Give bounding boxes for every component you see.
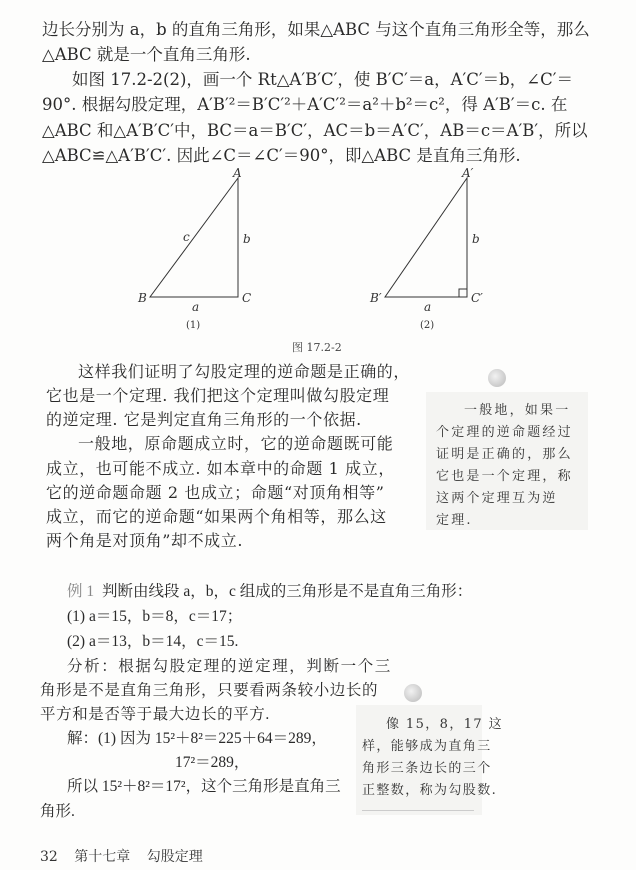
note-line: 角形三条边长的三个 bbox=[362, 761, 492, 776]
vertex-label: B bbox=[138, 291, 147, 305]
text-line: 边长分别为 a，b 的直角三角形，如果△ABC 与这个直角三角形全等，那么 bbox=[42, 20, 590, 39]
note-line: 正整数，称为勾股数. bbox=[362, 783, 498, 798]
text-line: 它的逆命题命题 2 也成立；命题“对顶角相等” bbox=[46, 483, 385, 502]
page-footer bbox=[40, 846, 203, 866]
note-line: 这两个定理互为逆 bbox=[436, 491, 558, 506]
solution-line: 角形. bbox=[40, 803, 75, 820]
triangle-1 bbox=[137, 166, 251, 331]
vertex-label: C bbox=[242, 291, 252, 305]
page-number: 32 bbox=[40, 849, 58, 865]
analysis-line: 分析：根据勾股定理的逆定理，判断一个三 bbox=[67, 658, 392, 675]
text-line: △ABC≌△A′B′C′. 因此∠C＝∠C′＝90°，即△ABC 是直角三角形. bbox=[42, 146, 521, 165]
example-case-1: (1) a＝15，b＝8，c＝17； bbox=[67, 608, 243, 625]
text-line: 如图 17.2-2(2)，画一个 Rt△A′B′C′，使 B′C′＝a，A′C′＝b，∠C′＝ bbox=[72, 70, 573, 89]
text-line: 这样我们证明了勾股定理的逆命题是正确的， bbox=[78, 362, 411, 381]
text-line: 90°. 根据勾股定理，A′B′²＝B′C′²＋A′C′²＝a²＋b²＝c²，得 A′B′＝c. 在 bbox=[42, 95, 568, 114]
analysis-line: 角形是不是直角三角形，只要看两条较小边长的 bbox=[40, 682, 379, 699]
side-label: a bbox=[192, 300, 200, 314]
text-line: 两个角是对顶角”却不成立. bbox=[46, 531, 244, 550]
side-label: b bbox=[472, 232, 480, 246]
vertex-label: A′ bbox=[462, 166, 474, 180]
triangle-2 bbox=[369, 166, 483, 331]
vertex-label: B′ bbox=[370, 291, 382, 305]
side-label: b bbox=[243, 232, 251, 246]
example-label: 例 1 bbox=[67, 583, 95, 600]
figure-triangles bbox=[0, 165, 636, 340]
analysis-line: 平方和是否等于最大边长的平方. bbox=[40, 706, 270, 723]
note-line: 它也是一个定理，称 bbox=[436, 469, 573, 484]
note-bubble-icon bbox=[404, 684, 422, 702]
text-line: △ABC 和△A′B′C′中，BC＝a＝B′C′，AC＝b＝A′C′，AB＝c＝A′B′，所以 bbox=[42, 121, 588, 140]
example-case-2: (2) a＝13，b＝14，c＝15. bbox=[67, 633, 239, 650]
note-line: 定理. bbox=[436, 513, 473, 528]
text-line: △ABC 就是一个直角三角形. bbox=[42, 45, 251, 64]
note-line: 像 15，8，17 这 bbox=[386, 717, 504, 732]
chapter-label: 第十七章 bbox=[74, 849, 131, 865]
note-divider bbox=[362, 810, 474, 811]
note-line: 样，能够成为直角三 bbox=[362, 739, 492, 754]
note-line: 一般地，如果一 bbox=[464, 403, 571, 418]
note-bubble-icon bbox=[488, 369, 506, 387]
figure-caption: 图 17.2-2 bbox=[292, 341, 342, 354]
solution-line: 所以 15²＋8²＝17²，这个三角形是直角三 bbox=[67, 778, 341, 795]
solution-line: 解：(1) 因为 15²＋8²＝225＋64＝289， bbox=[67, 730, 327, 747]
note-line: 个定理的逆命题经过 bbox=[436, 425, 573, 440]
side-label: a bbox=[424, 300, 432, 314]
vertex-label: A bbox=[233, 166, 242, 180]
solution-line: 17²＝289， bbox=[175, 754, 250, 771]
vertex-label: C′ bbox=[471, 291, 483, 305]
text-line: 成立，而它的逆命题“如果两个角相等，那么这 bbox=[46, 507, 387, 526]
side-label: c bbox=[183, 230, 190, 244]
text-line: 一般地，原命题成立时，它的逆命题既可能 bbox=[78, 434, 394, 453]
text-line: 的逆定理. 它是判定直角三角形的一个依据. bbox=[46, 410, 362, 429]
chapter-title: 勾股定理 bbox=[146, 849, 203, 865]
note-line: 证明是正确的，那么 bbox=[436, 447, 573, 462]
text-line: 成立，也可能不成立. 如本章中的命题 1 成立， bbox=[46, 459, 395, 478]
figure-label: (2) bbox=[420, 320, 435, 331]
figure-label: (1) bbox=[186, 320, 201, 331]
text-line: 它也是一个定理. 我们把这个定理叫做勾股定理 bbox=[46, 386, 390, 405]
example-title: 判断由线段 a，b，c 组成的三角形是不是直角三角形： bbox=[102, 583, 473, 600]
